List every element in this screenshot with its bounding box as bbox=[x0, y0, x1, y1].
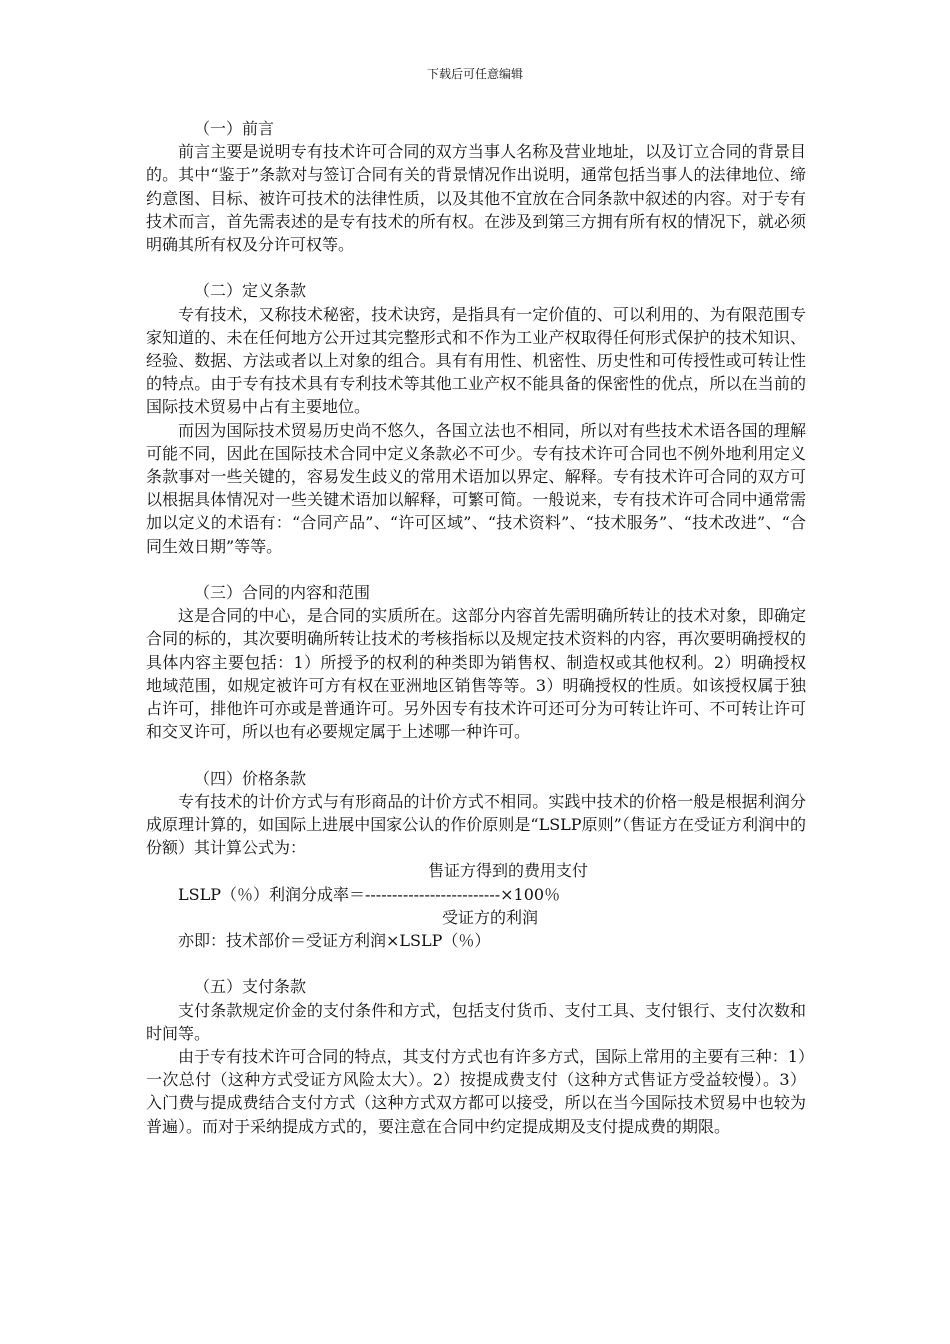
section-title: （二）定义条款 bbox=[194, 281, 307, 301]
paragraph: 而因为国际技术贸易历史尚不悠久，各国立法也不相同，所以对有些技术术语各国的理解可能不同，因此在国际技术合同中定义条款必不可少。专有技术许可合同也不例外地利用定义条款事对一些关键的，容易发生歧义的常用术语加以界定、解释。专有技术许可合同的双方可以根据具体情况对一些关键术语加以解释，可繁可简。一般说来，专有技术许可合同中通常需加以定义的术语有：“合同产品”、“许可区域”、“技术资料”、“技术服务”、“技术改进”、“合同生效日期”等等。 bbox=[146, 420, 806, 556]
section-preface bbox=[146, 117, 806, 256]
paragraph: 支付条款规定价金的支付条件和方式，包括支付货币、支付工具、支付银行、支付次数和时间等。 bbox=[146, 1000, 806, 1043]
paragraph: 由于专有技术许可合同的特点，其支付方式也有许多方式，国际上常用的主要有三种：1）一次总付（这种方式受证方风险太大）。2）按提成费支付（这种方式售证方受益较慢）。3）入门费与提成费结合支付方式（这种方式双方都可以接受，所以在当今国际技术贸易中也较为普遍）。而对于采纳提成方式的，要注意在合同中约定提成期及支付提成费的期限。 bbox=[146, 1047, 806, 1136]
document-body bbox=[146, 117, 806, 1161]
formula-note: 亦即：技术部价＝受证方利润×LSLP（％） bbox=[178, 931, 491, 951]
section-price bbox=[146, 767, 806, 953]
section-payment bbox=[146, 975, 806, 1137]
formula-line: LSLP（％）利润分成率＝-------------------------×100％ bbox=[178, 884, 561, 904]
paragraph: 前言主要是说明专有技术许可合同的双方当事人名称及营业地址，以及订立合同的背景目的。其中“鉴于”条款对与签订合同有关的背景情况作出说明，通常包括当事人的法律地位、缔约意图、目标、被许可技术的法律性质，以及其他不宜放在合同条款中叙述的内容。对于专有技术而言，首先需表述的是专有技术的所有权。在涉及到第三方拥有所有权的情况下，就必须明确其所有权及分许可权等。 bbox=[146, 142, 806, 255]
formula-numerator: 售证方得到的费用支付 bbox=[428, 861, 589, 881]
formula-denominator: 受证方的利润 bbox=[442, 907, 539, 927]
paragraph: 专有技术，又称技术秘密，技术诀窍，是指具有一定价值的、可以利用的、为有限范围专家知道的、未在任何地方公开过其完整形式和不作为工业产权取得任何形式保护的技术知识、经验、数据、方法或者以上对象的组合。具有有用性、机密性、历史性和可传授性或可转让性的特点。由于专有技术具有专利技术等其他工业产权不能具备的保密性的优点，所以在当前的国际技术贸易中占有主要地位。 bbox=[146, 304, 806, 417]
section-title: （五）支付条款 bbox=[194, 977, 307, 997]
lslp-formula bbox=[146, 859, 806, 952]
page-header: 下载后可任意编辑 bbox=[426, 67, 523, 81]
paragraph: 这是合同的中心，是合同的实质所在。这部分内容首先需明确所转让的技术对象，即确定合同的标的，其次要明确所转让技术的考核指标以及规定技术资料的内容，再次要明确授权的具体内容主要包括：1）所授予的权利的种类即为销售权、制造权或其他权利。2）明确授权地域范围，如规定被许可方有权在亚洲地区销售等等。3）明确授权的性质。如该授权属于独占许可，排他许可亦或是普通许可。另外因专有技术许可还可分为可转让许可、不可转让许可和交叉许可，所以也有必要规定属于上述哪一种许可。 bbox=[146, 606, 806, 742]
paragraph: 专有技术的计价方式与有形商品的计价方式不相同。实践中技术的价格一般是根据利润分成原理计算的，如国际上进展中国家公认的作价原则是“LSLP原则”（售证方在受证方利润中的份额）其计算公式为： bbox=[146, 791, 806, 858]
section-scope bbox=[146, 581, 806, 743]
section-title: （一）前言 bbox=[194, 119, 275, 138]
section-title: （三）合同的内容和范围 bbox=[194, 583, 371, 603]
section-definitions bbox=[146, 279, 806, 557]
section-title: （四）价格条款 bbox=[194, 768, 307, 788]
